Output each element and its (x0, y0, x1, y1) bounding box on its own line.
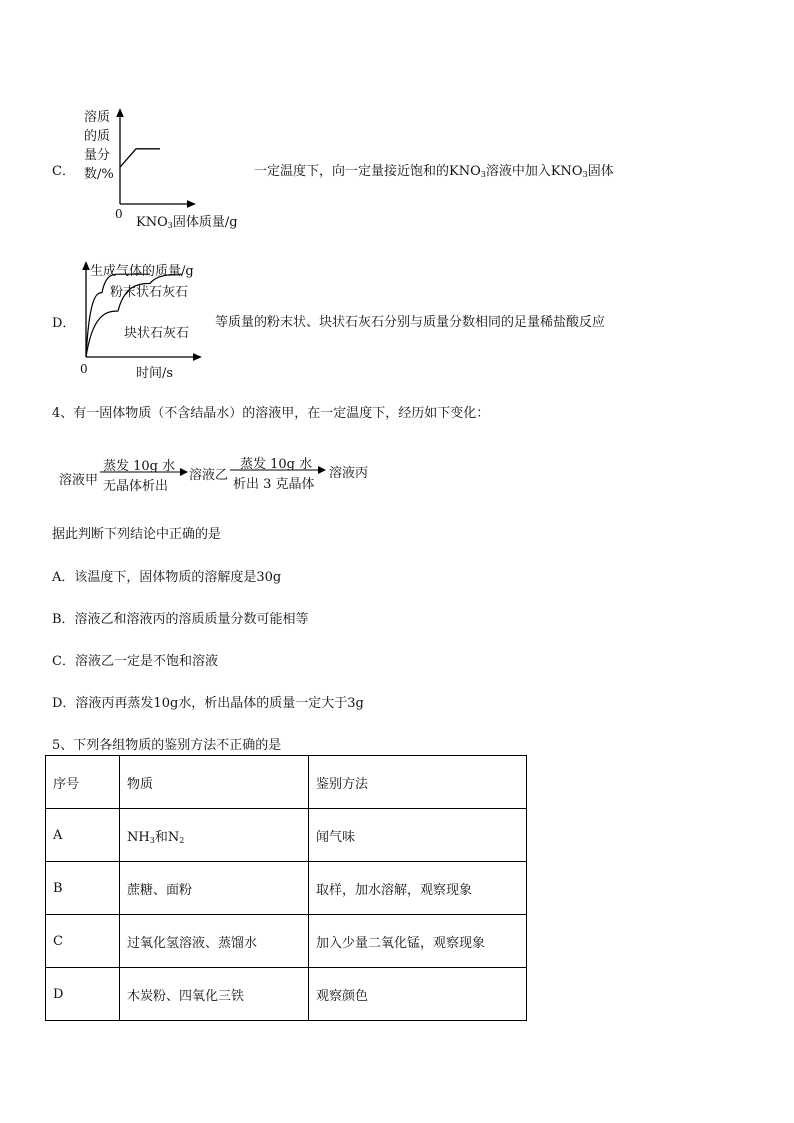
table-cell-substance (120, 809, 309, 862)
option-c-desc-mid: 溶液中加入KNO (485, 164, 583, 179)
option-c-desc-sub2: 3 (582, 170, 588, 179)
option-c-desc-post: 固体 (587, 164, 614, 179)
chart-c-origin: 0 (115, 207, 123, 221)
chart-d-xlabel: 时间/s (136, 366, 174, 381)
table-cell-substance: 蔗糖、面粉 (120, 862, 309, 915)
chart-c-xlabel-main: KNO (136, 215, 168, 230)
table-header-cell: 物质 (120, 756, 309, 809)
chart-c-ylabel-line: 数/% (84, 167, 114, 182)
q4-stem: 4、有一固体物质（不含结晶水）的溶液甲，在一定温度下，经历如下变化： (52, 406, 490, 421)
table-cell-method: 加入少量二氧化锰，观察现象 (309, 915, 527, 968)
chart-c-series-line (120, 149, 160, 167)
chart-d-legend-block: 块状石灰石 (124, 326, 190, 341)
substance-mid: 和N (154, 829, 180, 845)
q5-stem: 5、下列各组物质的鉴别方法不正确的是 (52, 738, 282, 753)
table-cell-id: C (46, 915, 120, 968)
flow-arrow-1 (100, 467, 190, 477)
flow-arrow-2-bottom: 析出 3 克晶体 (233, 477, 315, 492)
option-c-label: C． (52, 164, 75, 179)
table-header-row (46, 756, 527, 809)
flow-arrow-2-top: 蒸发 10g 水 (240, 457, 313, 472)
flow-state-3: 溶液丙 (329, 466, 369, 481)
table-row (46, 809, 527, 862)
table-cell-substance: 木炭粉、四氧化三铁 (120, 968, 309, 1021)
chart-c-svg (112, 108, 202, 218)
chart-c-ylabel-line: 量分 (84, 148, 111, 163)
option-c-description (254, 160, 614, 179)
option-d-label: D． (52, 316, 76, 331)
q4-option-a: A．该温度下，固体物质的溶解度是30g (52, 570, 282, 585)
table-cell-id: A (46, 809, 120, 862)
chart-d-legend-powder: 粉末状石灰石 (110, 285, 189, 300)
table-cell-method: 观察颜色 (309, 968, 527, 1021)
chart-c-xlabel-end: 固体质量/g (172, 215, 238, 230)
chart-d-ylabel: 生成气体的质量/g (90, 264, 194, 279)
option-c-desc-sub1: 3 (480, 170, 486, 179)
table-cell-method: 取样，加水溶解，观察现象 (309, 862, 527, 915)
substance-sub1: 3 (149, 835, 155, 845)
chart-c-ylabel-line: 溶质 (84, 110, 111, 125)
table-row (46, 862, 527, 915)
table-header-cell: 鉴别方法 (309, 756, 527, 809)
q4-option-b: B．溶液乙和溶液丙的溶质质量分数可能相等 (52, 612, 309, 627)
substance-sub2: 2 (179, 835, 185, 845)
q5-table (45, 755, 527, 1021)
flow-state-1: 溶液甲 (59, 473, 99, 488)
chart-c-xlabel (136, 211, 238, 230)
table-header-cell: 序号 (46, 756, 120, 809)
chart-c-xlabel-sub: 3 (167, 221, 173, 230)
q4-judge-text: 据此判断下列结论中正确的是 (52, 527, 222, 542)
table-row (46, 968, 527, 1021)
flow-arrow-1-top: 蒸发 10g 水 (103, 459, 176, 474)
table-cell-substance: 过氧化氢溶液、蒸馏水 (120, 915, 309, 968)
option-c-desc-pre: 一定温度下，向一定量接近饱和的KNO (254, 164, 481, 179)
substance-pre: NH (127, 829, 150, 845)
q4-option-d: D．溶液丙再蒸发10g水，析出晶体的质量一定大于3g (52, 696, 364, 711)
flow-arrow-2 (230, 465, 330, 475)
table-cell-id: D (46, 968, 120, 1021)
table-row (46, 915, 527, 968)
option-d-description: 等质量的粉末状、块状石灰石分别与质量分数相同的足量稀盐酸反应 (215, 315, 606, 330)
flow-arrow-1-bottom: 无晶体析出 (103, 479, 169, 494)
table-cell-method: 闻气味 (309, 809, 527, 862)
table-cell-id: B (46, 862, 120, 915)
chart-d-origin: 0 (80, 362, 88, 376)
q4-option-c: C．溶液乙一定是不饱和溶液 (52, 654, 218, 669)
chart-c-ylabel-line: 的质 (84, 129, 111, 144)
flow-state-2: 溶液乙 (189, 468, 229, 483)
